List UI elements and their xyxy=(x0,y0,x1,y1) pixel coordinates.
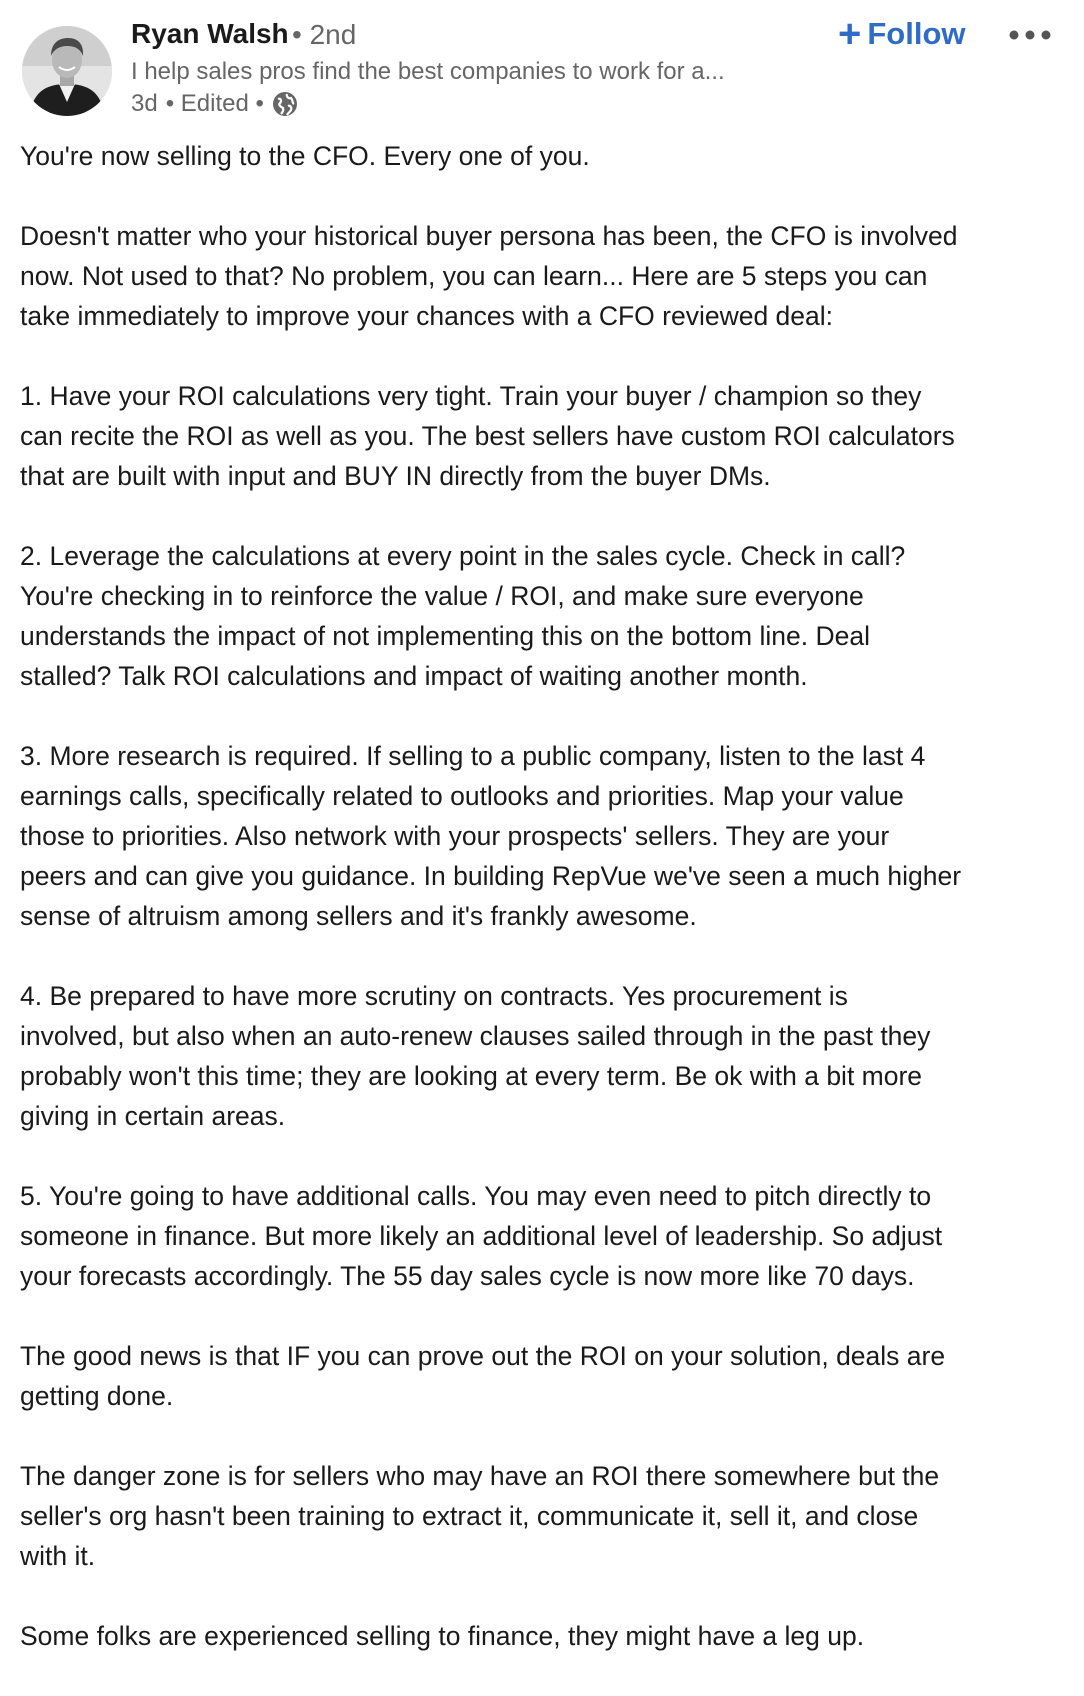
more-options-button[interactable] xyxy=(1006,20,1066,50)
author-headline[interactable]: I help sales pros find the best companies to work for a... xyxy=(131,58,725,85)
post-paragraph: You're now selling to the CFO. Every one of you. xyxy=(20,141,590,171)
globe-icon xyxy=(272,91,298,117)
post-paragraph: 2. Leverage the calculations at every point in the sales cycle. Check in call? You're checking in to reinforce the value / ROI, and make sure everyone understands the impact of not implementing this on the bottom line. Deal stalled? Talk ROI calculations and impact of waiting another month. xyxy=(20,541,906,691)
post-paragraph: 1. Have your ROI calculations very tight. Train your buyer / champion so they can recite the ROI as well as you. The best sellers have custom ROI calculators that are built with input and BUY IN directly from the buyer DMs. xyxy=(20,381,955,491)
connection-degree: • 2nd xyxy=(292,19,357,50)
post-header xyxy=(0,0,1084,130)
post-body xyxy=(20,136,1070,1696)
author-name[interactable]: Ryan Walsh xyxy=(131,18,289,49)
post-paragraph: Doesn't matter who your historical buyer persona has been, the CFO is involved now. Not used to that? No problem, you can learn... Here are 5 steps you can take immediately to improve your chances with a CFO reviewed deal: xyxy=(20,221,958,331)
post-time: 3d xyxy=(131,90,158,117)
edited-label: • Edited • xyxy=(165,90,264,117)
post-meta xyxy=(131,90,298,118)
post-paragraph: 4. Be prepared to have more scrutiny on contracts. Yes procurement is involved, but also when an auto-renew clauses sailed through in the past they probably won't this time; they are looking at every term. Be ok with a bit more giving in certain areas. xyxy=(20,981,931,1131)
post-paragraph: The danger zone is for sellers who may have an ROI there somewhere but the seller's org hasn't been training to extract it, communicate it, sell it, and close with it. xyxy=(20,1461,940,1571)
post-paragraph: The good news is that IF you can prove out the ROI on your solution, deals are getting done. xyxy=(20,1341,946,1411)
post-paragraph: 5. You're going to have additional calls. You may even need to pitch directly to someone in finance. But more likely an additional level of leadership. So adjust your forecasts accordingly. The 55 day sales cycle is now more like 70 days. xyxy=(20,1181,943,1291)
follow-button[interactable] xyxy=(838,12,966,56)
more-horizontal-icon xyxy=(1006,20,1066,50)
post-paragraph: Some folks are experienced selling to finance, they might have a leg up. xyxy=(20,1621,865,1651)
author-photo xyxy=(22,26,112,116)
plus-icon: + xyxy=(838,12,862,56)
post-paragraph: 3. More research is required. If selling to a public company, listen to the last 4 earnings calls, specifically related to outlooks and priorities. Map your value those to priorities. Also network with your prospects' sellers. They are your peers and can give you guidance. In building RepVue we've seen a much higher sense of altruism among sellers and it's frankly awesome. xyxy=(20,741,962,931)
follow-label: Follow xyxy=(867,16,966,51)
author-avatar[interactable] xyxy=(22,26,112,116)
